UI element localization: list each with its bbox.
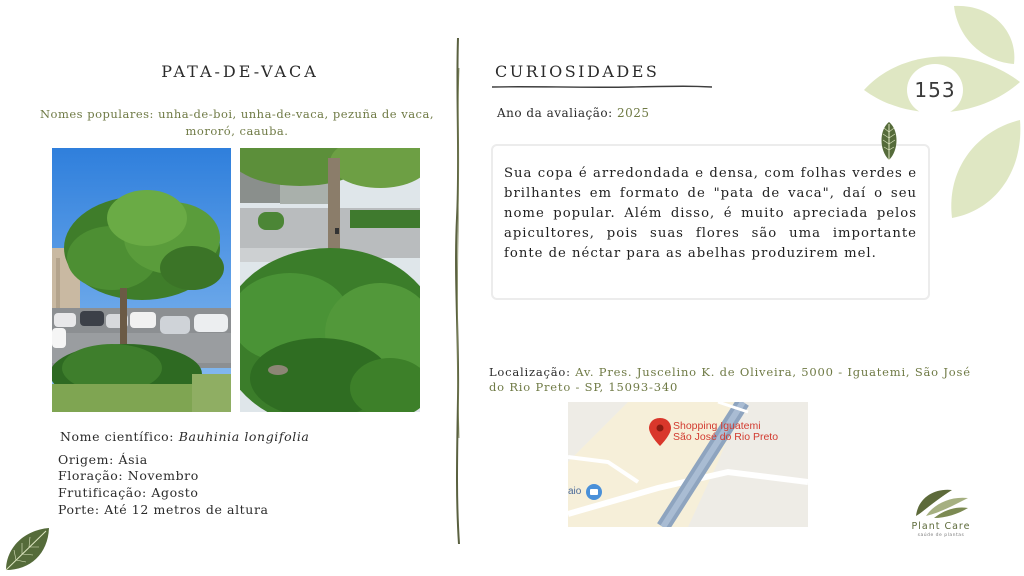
fact-fruiting: Frutificação: Agosto xyxy=(58,485,199,500)
location-map[interactable] xyxy=(568,402,808,527)
logo-name: Plant Care xyxy=(911,521,971,532)
evaluation-year-label: Ano da avaliação: xyxy=(497,106,613,120)
popular-names-label: Nomes populares: xyxy=(39,107,154,121)
plant-title: PATA-DE-VACA xyxy=(161,62,319,81)
map-partial-label: aio xyxy=(568,486,582,497)
popular-names-value: unha-de-boi, unha-de-vaca, pezuña de vaca, mororó, caauba. xyxy=(158,107,435,138)
location-label: Localização: xyxy=(489,365,571,379)
tree-photo xyxy=(52,148,231,412)
fact-flowering: Floração: Novembro xyxy=(58,468,199,483)
scientific-name xyxy=(60,429,310,444)
plant-care-logo-icon xyxy=(912,486,970,520)
evaluation-year-value: 2025 xyxy=(616,106,650,120)
page-number-badge: 153 xyxy=(907,64,963,116)
popular-names xyxy=(32,106,442,140)
shrub-photo xyxy=(240,148,420,412)
map-place-line1: Shopping Iguatemi xyxy=(673,420,761,432)
curiosities-title: CURIOSIDADES xyxy=(495,62,660,81)
map-place-label xyxy=(673,421,778,443)
fact-size: Porte: Até 12 metros de altura xyxy=(58,502,269,517)
small-leaf-icon xyxy=(877,120,901,162)
curiosities-text: Sua copa é arredondada e densa, com folhas verdes e brilhantes em formato de "pata de vaca", daí o seu nome popular. Além disso, é muito apreciada pelos apicultores, pois suas flores são uma importante fonte de néctar para as abelhas produzirem mel. xyxy=(504,166,917,261)
logo-subtitle: saúde de plantas xyxy=(917,533,965,538)
evaluation-year xyxy=(497,106,650,120)
column-divider xyxy=(450,38,466,544)
scientific-name-value: Bauhinia longifolia xyxy=(178,429,310,444)
fact-origin: Origem: Ásia xyxy=(58,452,148,467)
map-place-line2: São José do Rio Preto xyxy=(673,431,779,443)
corner-leaf-icon xyxy=(2,526,52,574)
title-underline xyxy=(492,84,712,90)
scientific-name-label: Nome científico: xyxy=(60,429,175,444)
location xyxy=(489,365,979,395)
location-address: Av. Pres. Juscelino K. de Oliveira, 5000 - Iguatemi, São José do Rio Preto - SP, 15093-340 xyxy=(489,365,971,394)
